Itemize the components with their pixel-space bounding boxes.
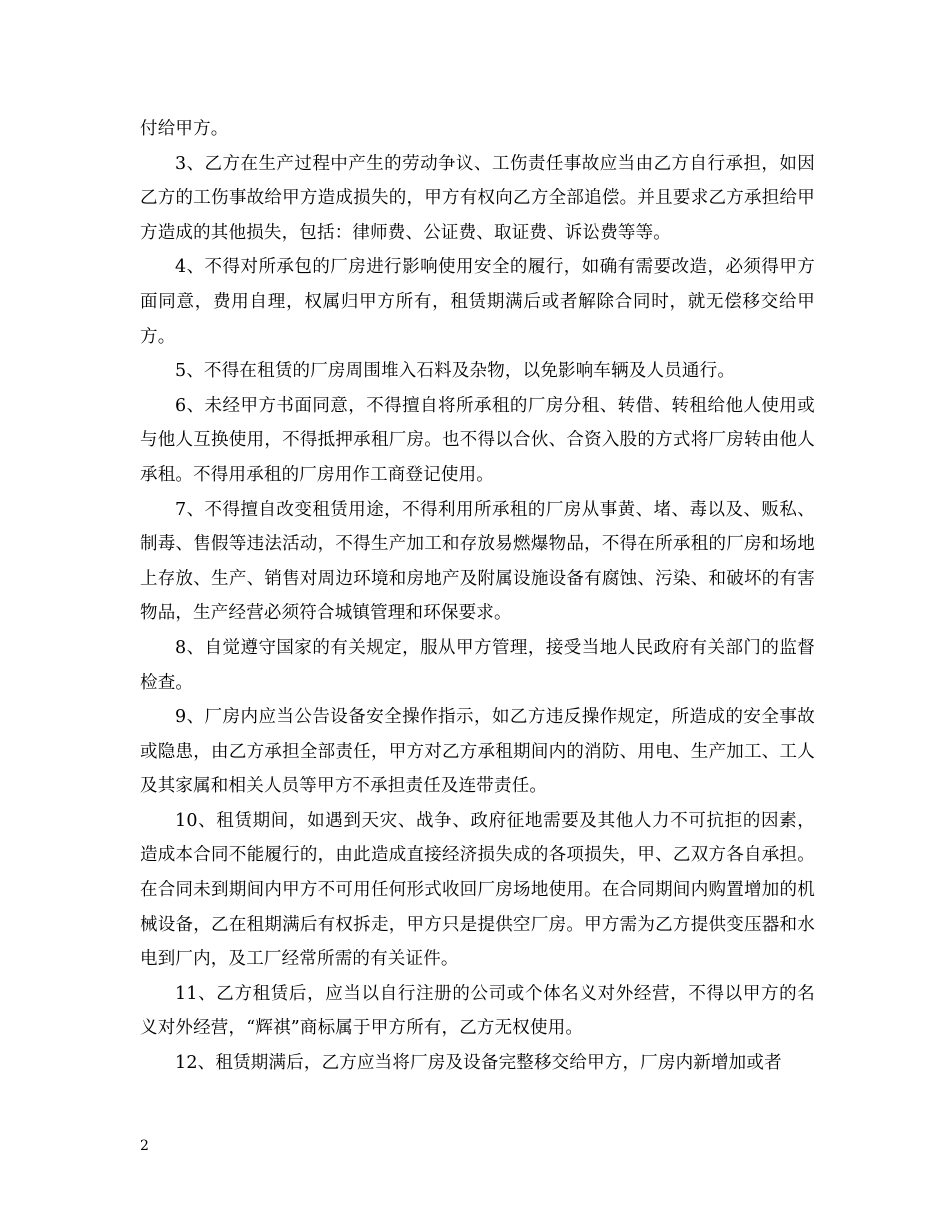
page-number: 2 xyxy=(140,1138,149,1154)
clause-4: 4、不得对所承包的厂房进行影响使用安全的履行，如确有需要改造，必须得甲方面同意，费用自理，权属归甲方所有，租赁期满后或者解除合同时，就无偿移交给甲方。 xyxy=(140,257,815,347)
clause-3: 3、乙方在生产过程中产生的劳动争议、工伤责任事故应当由乙方自行承担，如因乙方的工伤事故给甲方造成损失的，甲方有权向乙方全部追偿。并且要求乙方承担给甲方造成的其他损失，包括：律师费、公证费、取证费、诉讼费等等。 xyxy=(140,153,815,243)
clause-12: 12、租赁期满后，乙方应当将厂房及设备完整移交给甲方，厂房内新增加或者 xyxy=(175,1053,782,1074)
document-body xyxy=(140,112,815,1081)
clause-10: 10、租赁期间，如遇到天灾、战争、政府征地需要及其他人力不可抗拒的因素，造成本合同不能履行的，由此造成直接经济损失成的各项损失，甲、乙双方各自承担。在合同未到期间内甲方不可用任何形式收回厂房场地使用。在合同期间内购置增加的机械设备，乙在租期满后有权拆走，甲方只是提供空厂房。甲方需为乙方提供变压器和水电到厂内，及工厂经常所需的有关证件。 xyxy=(140,810,815,970)
clause-11: 11、乙方租赁后，应当以自行注册的公司或个体名义对外经营，不得以甲方的名义对外经营，“辉祺”商标属于甲方所有，乙方无权使用。 xyxy=(140,983,815,1039)
clause-8: 8、自觉遵守国家的有关规定，服从甲方管理，接受当地人民政府有关部门的监督检查。 xyxy=(140,637,815,693)
clause-5: 5、不得在租赁的厂房周围堆入石料及杂物，以免影响车辆及人员通行。 xyxy=(175,361,736,382)
clause-9: 9、厂房内应当公告设备安全操作指示，如乙方违反操作规定，所造成的安全事故或隐患，由乙方承担全部责任，甲方对乙方承租期间内的消防、用电、生产加工、工人及其家属和相关人员等甲方不承担责任及连带责任。 xyxy=(140,707,815,797)
paragraph-continuation: 付给甲方。 xyxy=(140,119,229,139)
clause-6: 6、未经甲方书面同意，不得擅自将所承租的厂房分租、转借、转租给他人使用或与他人互换使用，不得抵押承租厂房。也不得以合伙、合资入股的方式将厂房转由他人承租。不得用承租的厂房用作工商登记使用。 xyxy=(140,395,815,485)
clause-7: 7、不得擅自改变租赁用途，不得利用所承租的厂房从事黄、堵、毒以及、贩私、制毒、售假等违法活动，不得生产加工和存放易燃爆物品，不得在所承租的厂房和场地上存放、生产、销售对周边环境和房地产及附属设施设备有腐蚀、污染、和破坏的有害物品，生产经营必须符合城镇管理和环保要求。 xyxy=(140,499,815,624)
